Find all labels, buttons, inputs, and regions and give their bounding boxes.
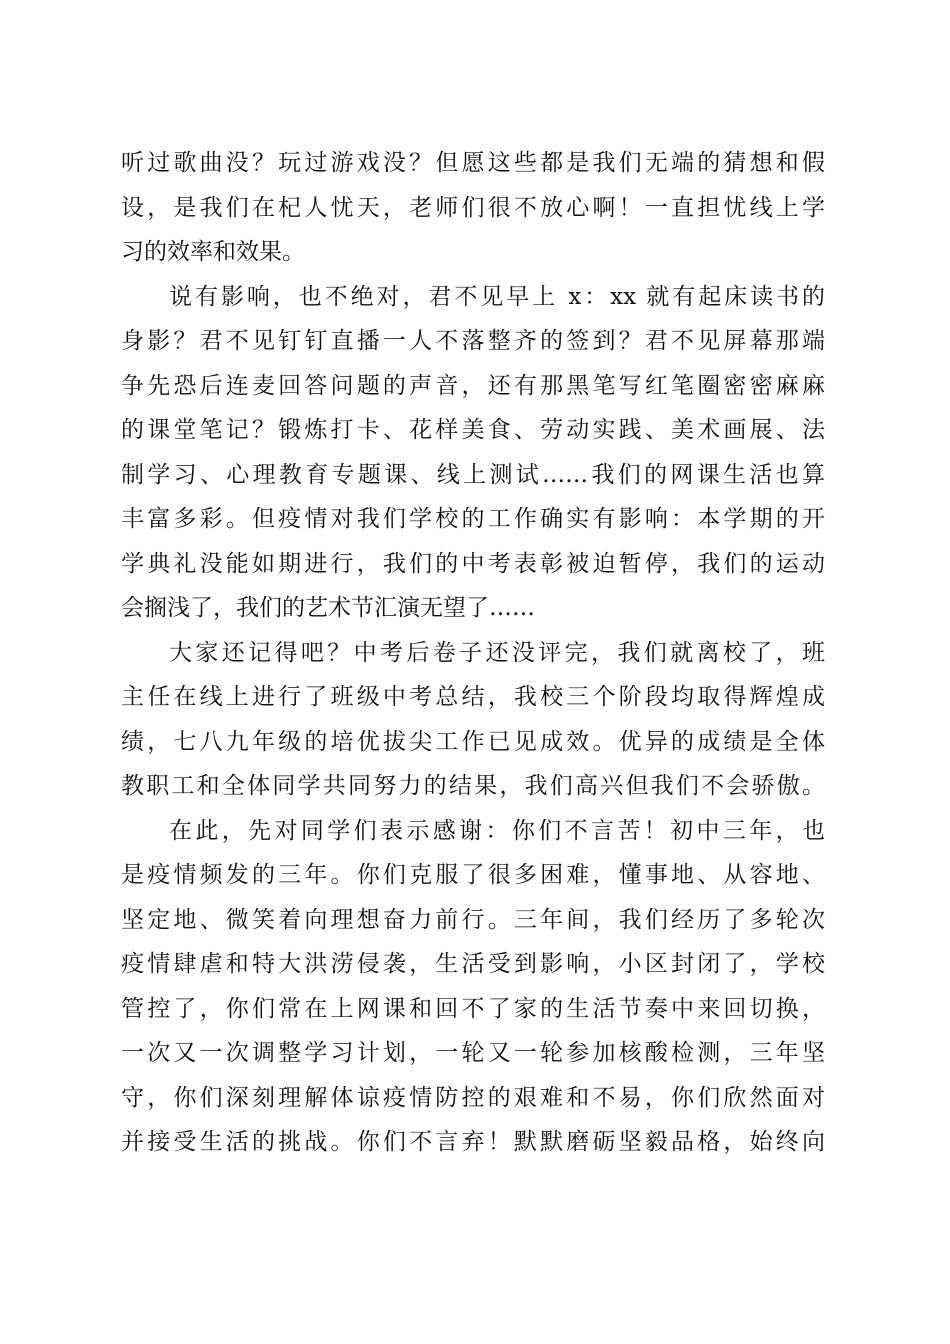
text-line: 并接受生活的挑战。你们不言弃！默默磨砺坚毅品格，始终向	[121, 1129, 825, 1155]
text-line: 听过歌曲没？玩过游戏没？但愿这些都是我们无端的猜想和假	[121, 150, 825, 176]
text-line: 会搁浅了，我们的艺术节汇演无望了……	[121, 595, 535, 621]
paragraph-start-line: 大家还记得吧？中考后卷子还没评完，我们就离校了，班	[169, 639, 825, 666]
text-line: 绩，七八九年级的培优拔尖工作已见成效。优异的成绩是全体	[121, 728, 825, 755]
text-line: 制学习、心理教育专题课、线上测试……我们的网课生活也算	[121, 461, 825, 488]
body-text	[121, 141, 825, 1165]
text-line: 坚定地、微笑着向理想奋力前行。三年间，我们经历了多轮次	[121, 906, 825, 933]
text-line: 是疫情频发的三年。你们克服了很多困难，懂事地、从容地、	[121, 862, 825, 888]
text-line: 的课堂笔记？锻炼打卡、花样美食、劳动实践、美术画展、法	[121, 417, 825, 443]
text-line: 设，是我们在杞人忧天，老师们很不放心啊！一直担忧线上学	[121, 194, 825, 221]
paragraph-start-line: 在此，先对同学们表示感谢：你们不言苦！初中三年，也	[169, 817, 825, 844]
text-line: 学典礼没能如期进行，我们的中考表彰被迫暂停，我们的运动	[121, 550, 825, 577]
text-line: 管控了，你们常在上网课和回不了家的生活节奏中来回切换，	[121, 995, 825, 1022]
text-line: 疫情肆虐和特大洪涝侵袭，生活受到影响，小区封闭了，学校	[121, 951, 825, 977]
text-line: 习的效率和效果。	[121, 239, 305, 265]
text-line: 争先恐后连麦回答问题的声音，还有那黑笔写红笔圈密密麻麻	[121, 372, 825, 399]
text-line: 主任在线上进行了班级中考总结，我校三个阶段均取得辉煌成	[121, 684, 825, 710]
text-line: 身影？君不见钉钉直播一人不落整齐的签到？君不见屏幕那端	[121, 328, 825, 354]
text-line: 守，你们深刻理解体谅疫情防控的艰难和不易，你们欣然面对	[121, 1084, 825, 1111]
text-line: 一次又一次调整学习计划，一轮又一轮参加核酸检测，三年坚	[121, 1040, 825, 1066]
paragraph-start-line: 说有影响，也不绝对，君不见早上 x：xx 就有起床读书的	[169, 283, 825, 310]
text-line: 丰富多彩。但疫情对我们学校的工作确实有影响：本学期的开	[121, 506, 825, 532]
text-line: 教职工和全体同学共同努力的结果，我们高兴但我们不会骄傲。	[121, 773, 825, 799]
